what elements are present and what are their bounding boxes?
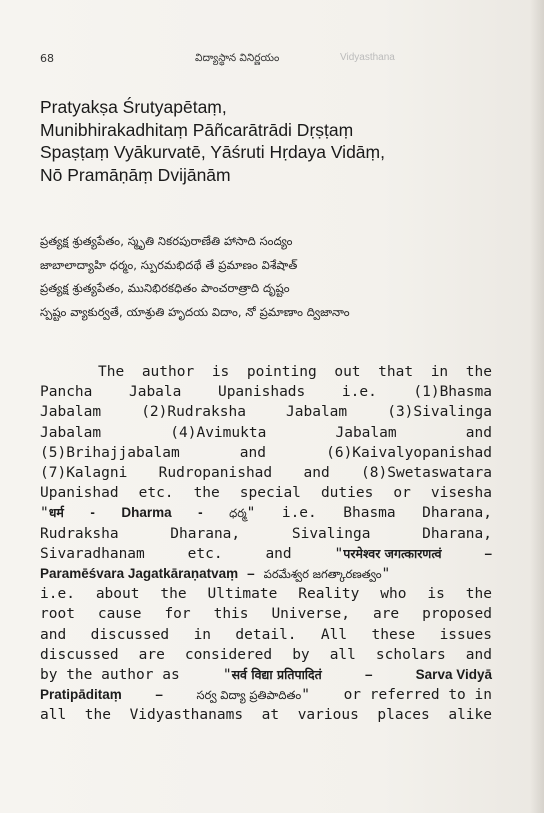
word: (2)Rudraksha bbox=[141, 404, 246, 421]
dash: - bbox=[90, 505, 95, 521]
word: Bhasma bbox=[343, 505, 396, 522]
transliterated-term: Pratipāditaṃ bbox=[40, 687, 122, 703]
word: Jabalam bbox=[40, 404, 102, 421]
word: all bbox=[40, 707, 67, 724]
title-line: Nō Pramāṇāṃ Dvijānām bbox=[40, 164, 231, 185]
dash: – bbox=[155, 687, 163, 703]
word: who bbox=[380, 586, 407, 603]
word: Dharana, bbox=[422, 505, 492, 522]
word: visesha bbox=[430, 485, 492, 502]
word: Universe, bbox=[271, 606, 351, 623]
body-line bbox=[40, 382, 492, 402]
word: Dharana, bbox=[422, 525, 492, 542]
title-line: Munibhirakadhitaṃ Pāñcarātrādi Dṛṣṭaṃ bbox=[40, 119, 354, 140]
body-line bbox=[40, 483, 492, 503]
transliterated-term: Paramēśvara Jagatkāraṇatvaṃ bbox=[40, 566, 239, 582]
title-line: Spaṣṭaṃ Vyākurvatē, Yāśruti Hṛdaya Vidāṃ, bbox=[40, 142, 385, 162]
word: by bbox=[292, 646, 310, 663]
word: Ultimate bbox=[207, 586, 278, 603]
word: Sivaradhanam bbox=[40, 545, 145, 562]
word: all bbox=[329, 646, 356, 663]
body-line bbox=[40, 544, 492, 564]
word: Jabalam bbox=[40, 424, 102, 441]
body-line bbox=[40, 362, 492, 382]
word: the bbox=[465, 364, 492, 380]
verse-telugu bbox=[40, 230, 510, 324]
page-number: 68 bbox=[40, 52, 54, 65]
body-line bbox=[40, 705, 492, 725]
word: (7)Kalagni bbox=[40, 465, 128, 482]
word: discussed bbox=[90, 626, 170, 643]
word: (1)Bhasma bbox=[413, 384, 492, 401]
word: in bbox=[430, 364, 449, 380]
term-sarva-vidya-telugu bbox=[196, 685, 310, 705]
body-line bbox=[40, 625, 492, 645]
word: the bbox=[84, 707, 111, 724]
telugu-line: ప్రత్యక్ష శ్రుత్యపేతం, మునిభిరకధితం పాంచరాత్రాది దృష్టం bbox=[40, 281, 290, 295]
page-edge-shadow bbox=[530, 0, 544, 813]
body-line bbox=[40, 645, 492, 665]
telugu-term: సర్వ విద్యా ప్రతిపాదితం bbox=[196, 688, 302, 703]
dash: – bbox=[484, 545, 492, 561]
word: (6)Kaivalyopanishad bbox=[326, 444, 492, 461]
term-dharma-telugu bbox=[229, 503, 255, 523]
word: the bbox=[193, 485, 220, 502]
phrase: by the author as bbox=[40, 667, 180, 684]
word: that bbox=[378, 364, 414, 380]
word: places bbox=[377, 707, 430, 724]
body-line bbox=[40, 402, 492, 422]
word: Sivalinga bbox=[291, 525, 371, 542]
word: these bbox=[371, 626, 416, 643]
word: (8)Swetaswatara bbox=[361, 465, 492, 482]
word: Jabala bbox=[128, 384, 182, 401]
dash: – bbox=[364, 667, 373, 683]
term-paramesvara bbox=[335, 544, 442, 564]
word: discussed bbox=[40, 646, 119, 663]
telugu-term: ధర్మ bbox=[229, 506, 247, 521]
body-line bbox=[40, 463, 492, 483]
word: out bbox=[334, 364, 361, 380]
quote-mark: " bbox=[40, 505, 49, 522]
word: at bbox=[261, 707, 280, 724]
devanagari-term: परमेश्वर जगत्कारणत्वं bbox=[343, 545, 442, 561]
word: about bbox=[95, 586, 140, 603]
telugu-line: ప్రత్యక్ష శ్రుత్యపేతం, స్మృతి నికరపురాణేతి హాసాది సంద్యం bbox=[40, 234, 293, 248]
word: and bbox=[265, 545, 292, 562]
word: detail. bbox=[235, 626, 297, 643]
word: (5)Brihajjabalam bbox=[40, 444, 180, 461]
word: All bbox=[320, 626, 348, 643]
word: in bbox=[193, 626, 212, 643]
word: i.e. bbox=[281, 505, 317, 522]
word: and bbox=[465, 646, 492, 663]
word: etc. bbox=[138, 485, 174, 502]
transliterated-term: Sarva Vidyā bbox=[415, 667, 492, 683]
verse-transliteration bbox=[40, 96, 510, 186]
word: and bbox=[303, 465, 330, 482]
word: Jabalam bbox=[335, 424, 397, 441]
dash: - bbox=[198, 505, 203, 521]
word: Reality bbox=[298, 586, 360, 603]
word: proposed bbox=[422, 606, 492, 623]
body-line bbox=[40, 423, 492, 443]
devanagari-term: सर्व विद्या प्रतिपादितं bbox=[231, 667, 322, 683]
body-line bbox=[40, 584, 492, 604]
word: (3)Sivalinga bbox=[387, 404, 492, 421]
word: alike bbox=[448, 707, 492, 724]
term-sarva-vidya bbox=[223, 665, 322, 685]
body-line bbox=[40, 524, 492, 544]
transliterated-term: Dharma bbox=[121, 505, 172, 521]
word: pointing bbox=[246, 364, 317, 380]
word: considered bbox=[184, 646, 273, 663]
quote-mark: " bbox=[246, 505, 256, 522]
devanagari-term: धर्म bbox=[48, 505, 64, 521]
word: cause bbox=[97, 606, 142, 623]
phrase: or referred to in bbox=[343, 687, 492, 704]
word: and bbox=[40, 626, 67, 643]
word: is bbox=[211, 364, 230, 380]
word: and bbox=[465, 424, 492, 441]
word: Upanishad bbox=[40, 485, 119, 502]
word: author bbox=[141, 364, 195, 380]
body-line bbox=[40, 665, 492, 685]
word: special bbox=[239, 485, 301, 502]
quote-mark: " bbox=[222, 667, 232, 684]
page-header bbox=[40, 52, 504, 68]
body-line bbox=[40, 503, 492, 523]
word: etc. bbox=[187, 545, 223, 562]
running-title: విద్యాస్థాన వినిర్ణయం bbox=[195, 52, 280, 64]
quote-mark: " bbox=[381, 566, 391, 583]
telugu-term: పరమేశ్వర జగత్కారణత్వం bbox=[263, 567, 382, 582]
word: Rudraksha bbox=[40, 525, 119, 542]
word: i.e. bbox=[40, 586, 75, 603]
word: various bbox=[297, 707, 359, 724]
title-line: Pratyakṣa Śrutyapētaṃ, bbox=[40, 97, 227, 117]
word: the bbox=[160, 586, 187, 603]
term-paramesvara-telugu bbox=[264, 564, 391, 584]
telugu-line: స్పష్టం వ్యాకుర్వతే, యాశ్రుతి హృదయ విదాం, నో ప్రమాణాం ద్విజానాం bbox=[40, 304, 350, 319]
word: Pancha bbox=[40, 384, 93, 401]
word: issues bbox=[439, 626, 492, 643]
bleed-running-title: Vidyasthana bbox=[340, 52, 395, 63]
telugu-line: జాబాలాద్యాహి ధర్మం, స్పురమభిదథే తే ప్రమాణం విశేషాత్ bbox=[40, 257, 298, 272]
word: root bbox=[40, 606, 75, 623]
word: Upanishads bbox=[217, 384, 306, 401]
word: (4)Avimukta bbox=[170, 424, 267, 441]
word: this bbox=[213, 606, 249, 623]
word: The bbox=[98, 364, 125, 380]
word: i.e. bbox=[341, 384, 377, 401]
word: and bbox=[239, 444, 266, 461]
body-line bbox=[40, 685, 492, 705]
word: is bbox=[427, 586, 445, 603]
word: are bbox=[138, 646, 165, 663]
quote-mark: " bbox=[301, 687, 310, 704]
word: scholars bbox=[375, 646, 446, 663]
word: Vidyasthanams bbox=[129, 707, 244, 724]
word: for bbox=[164, 606, 191, 623]
term-dharma bbox=[40, 503, 64, 523]
dash: – bbox=[247, 566, 255, 582]
word: Dharana, bbox=[170, 525, 241, 542]
body-text bbox=[40, 362, 492, 726]
body-line bbox=[40, 443, 492, 463]
word: the bbox=[465, 586, 492, 603]
word: are bbox=[372, 606, 400, 623]
word: Jabalam bbox=[286, 404, 348, 421]
quote-mark: " bbox=[334, 545, 344, 562]
body-line bbox=[40, 564, 492, 584]
word: Rudropanishad bbox=[158, 465, 273, 482]
word: duties bbox=[320, 485, 374, 502]
word: or bbox=[393, 485, 411, 502]
body-line bbox=[40, 604, 492, 624]
